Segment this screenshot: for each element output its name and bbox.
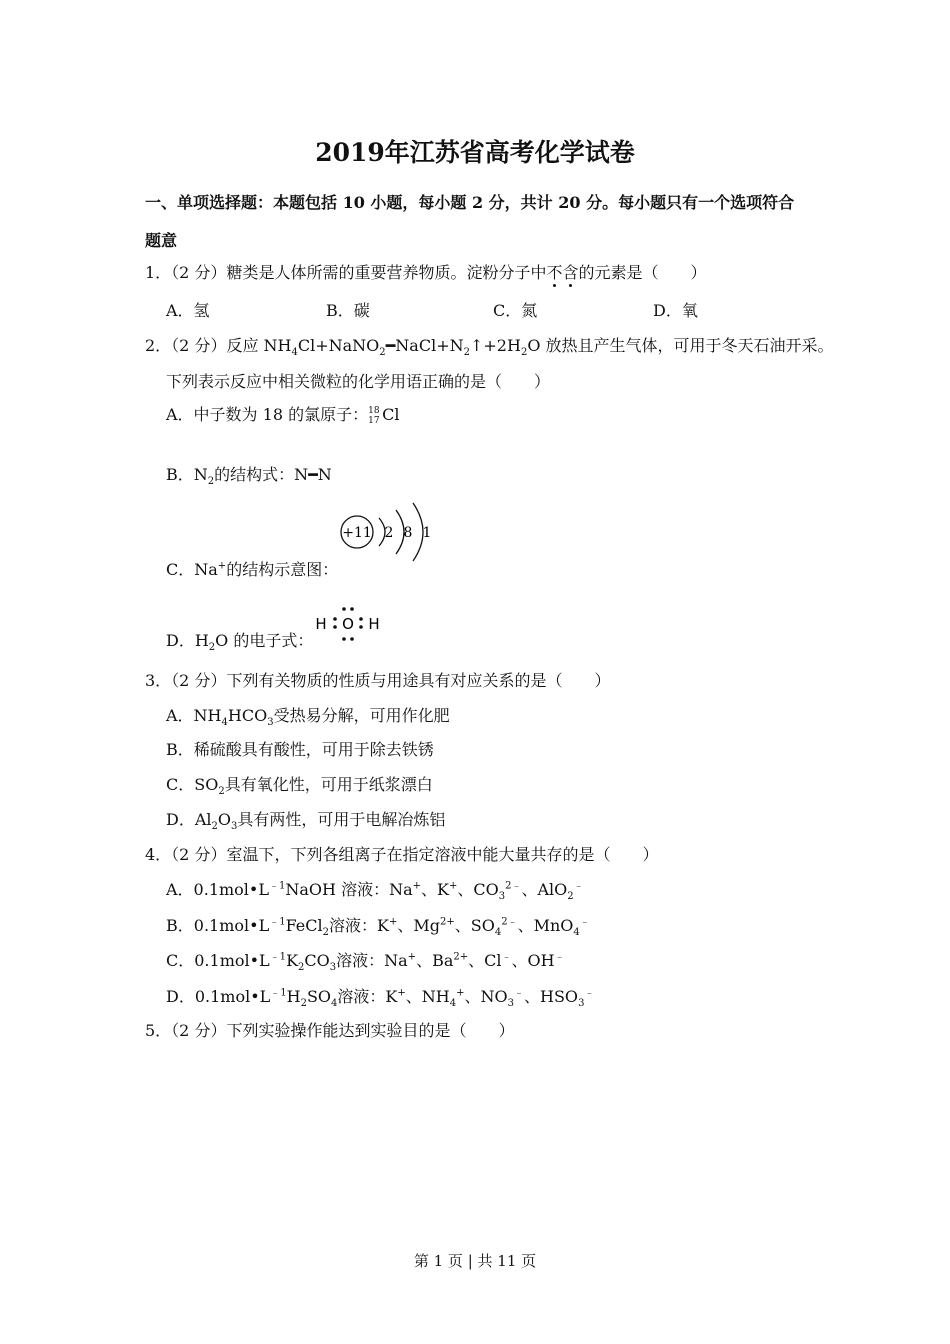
lewis-hydrogen-left: H (315, 615, 327, 633)
question-5: 5．（2 分）下列实验操作能达到实验目的是（ ） (145, 1021, 515, 1040)
q4-option-d: D．$0.1mol•L^{﹣1}H_2SO_4$溶液：K+、$NH_4^+$、$NO_3^﹣$、$HSO_3^﹣$ (166, 987, 595, 1010)
q2-option-d: D．$H_2O$ 的电子式： (166, 631, 314, 654)
section-heading: 一、单项选择题：本题包括 10 小题，每小题 2 分，共计 20 分。每小题只有一个选项符合 (145, 193, 795, 212)
q3-option-c: C．$SO_2$具有氧化性，可用于纸浆漂白 (166, 775, 433, 798)
question-3: 3．（2 分）下列有关物质的性质与用途具有对应关系的是（ ） (145, 671, 611, 690)
q3-option-a: A．$NH_4HCO_3$受热易分解，可用作化肥 (166, 706, 450, 729)
q4-option-b: B．$0.1mol•L^{﹣1}FeCl_2$溶液：K+、$Mg^{2+}$、$SO_4^{2﹣}$、MnO$_4$﹣ (166, 916, 590, 939)
shell-electrons-2: 8 (403, 525, 413, 541)
question-4: 4．（2 分）室温下，下列各组离子在指定溶液中能大量共存的是（ ） (145, 845, 659, 864)
q3-option-b: B．稀硫酸具有酸性，可用于除去铁锈 (166, 740, 434, 759)
q1-option-c: C．氮 (493, 301, 538, 320)
q1-option-d: D．氧 (653, 301, 698, 320)
nucleus-charge: +11 (342, 525, 372, 541)
lewis-hydrogen-right: H (368, 615, 380, 633)
q1-option-a: A．氢 (166, 301, 210, 320)
section-heading-cont: 题意 (145, 231, 178, 250)
q1-option-b: B．碳 (326, 301, 370, 320)
isotope-notation: 18 17 (368, 406, 380, 426)
lewis-oxygen: O (342, 615, 354, 633)
q2-option-c: C．Na+的结构示意图： (166, 560, 339, 579)
q4-option-a: A．$0.1mol•L^{﹣1}NaOH$ 溶液：Na+、K+、$CO_3^{2﹣}$、AlO$_2$﹣ (166, 880, 584, 903)
question-2-cont: 下列表示反应中相关微粒的化学用语正确的是（ ） (166, 372, 551, 391)
q2-option-b: B．$N_2$的结构式：N━N (166, 465, 332, 488)
shell-electrons-1: 2 (384, 525, 394, 541)
question-1: 1．（2 分）糖类是人体所需的重要营养物质。淀粉分子中不含的元素是（ ） (145, 263, 707, 282)
page-footer: 第 1 页 | 共 11 页 (413, 1252, 537, 1270)
q2-option-a: A．中子数为 18 的氯原子： 18 17 Cl (166, 402, 399, 429)
page-title: 2019年江苏省高考化学试卷 (315, 138, 635, 167)
question-2: 2．（2 分）反应 $NH_4Cl+NaNO_2━NaCl+N_2↑+2H_2O$ 放热且产生气体，可用于冬天石油开采。 (145, 336, 834, 359)
q3-option-d: D．$Al_2O_3$具有两性，可用于电解冶炼铝 (166, 810, 446, 833)
atomic-structure-diagram (335, 495, 445, 567)
shell-electrons-3: 1 (422, 525, 432, 541)
electron-shell-3 (413, 503, 423, 561)
q4-option-c: C．$0.1mol•L^{﹣1}K_2CO_3$溶液：Na+、$Ba^{2+}$、Cl﹣、OH﹣ (166, 951, 565, 974)
electron-dot-diagram (313, 604, 385, 642)
